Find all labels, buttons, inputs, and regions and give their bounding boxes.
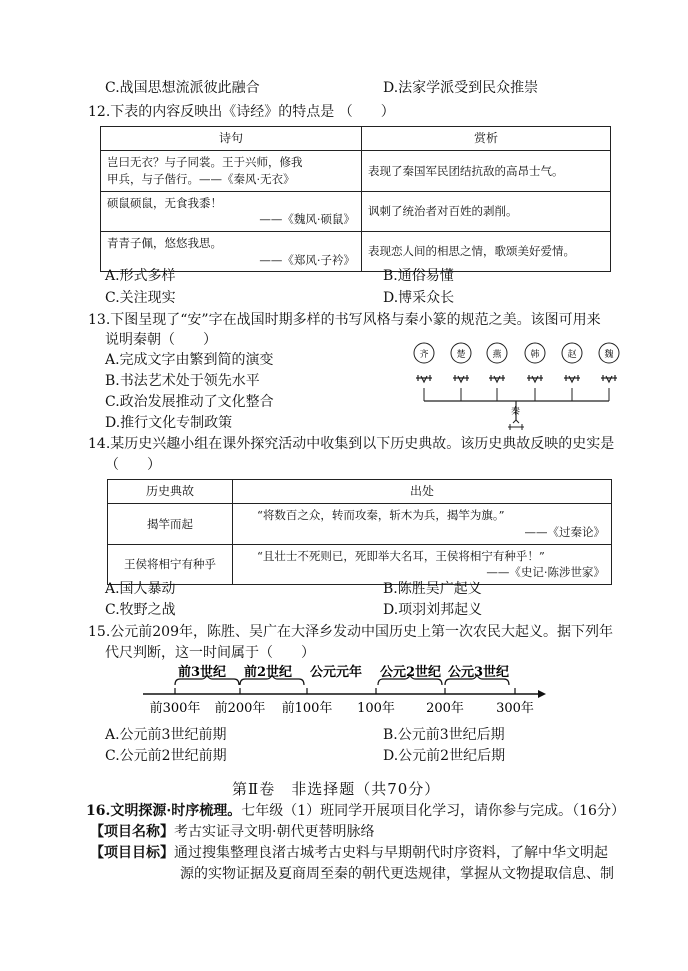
q13-stem: 13.下图呈现了“安”字在战国时期多样的书写风格与秦小篆的规范之美。该图可用来 xyxy=(88,312,601,328)
q15-option-a: A.公元前3世纪前期 xyxy=(105,727,227,743)
table-row xyxy=(108,504,612,544)
q12-table xyxy=(100,126,611,272)
q12-option-d: D.博采众长 xyxy=(383,290,455,306)
quote-line: “且壮士不死则已，死即举大名耳，王侯将相宁有种乎！” xyxy=(257,548,545,563)
timeline-tick-label: 前100年 xyxy=(281,701,333,716)
timeline-tick-label: 前300年 xyxy=(149,701,201,716)
timeline-tick-label: 300年 xyxy=(496,701,534,716)
timeline-ruler xyxy=(140,660,555,720)
q13-option-b: B.书法艺术处于领先水平 xyxy=(105,373,260,389)
poem-line: 硕鼠硕鼠，无食我黍！ xyxy=(107,195,222,210)
q12-option-a: A.形式多样 xyxy=(105,268,176,284)
q16-project-name xyxy=(90,822,374,842)
quote-source: ——《史记·陈涉世家》 xyxy=(486,565,605,580)
poem-line: 岂曰无衣？与子同裳。王于兴师，修我 xyxy=(107,155,303,170)
timeline-tick-label: 200年 xyxy=(426,701,464,716)
an-character-diagram xyxy=(405,340,625,440)
q16-project-goal-cont: 源的实物证据及夏商周至秦的朝代更迭规律，掌握从文物提取信息、制 xyxy=(180,866,614,882)
label-bc2: 前2世纪 xyxy=(244,665,293,680)
poem-source: ——《魏风·硕鼠》 xyxy=(259,212,355,227)
an-glyph xyxy=(416,375,432,382)
q16-heading-rest: 七年级（1）班同学开展项目化学习，请你参与完成。（16分） xyxy=(241,803,625,819)
quote-source: ——《过秦论》 xyxy=(524,525,605,540)
part2-title: 第Ⅱ卷 非选择题（共70分） xyxy=(232,780,441,798)
q13-option-d: D.推行文化专制政策 xyxy=(105,415,233,431)
q12-stem: 12.下表的内容反映出《诗经》的特点是 （ ） xyxy=(88,104,395,120)
arrow-icon xyxy=(538,690,546,698)
q16-heading-bold: 16.文明探源·时序梳理。 xyxy=(86,803,242,819)
label-ad2: 公元2世纪 xyxy=(380,665,442,680)
table-row xyxy=(108,544,612,584)
state-label: 楚 xyxy=(456,350,466,360)
q14-stem-cont: （ ） xyxy=(105,457,161,473)
q11-option-d: D.法家学派受到民众推崇 xyxy=(383,80,539,96)
q15-option-d: D.公元前2世纪后期 xyxy=(383,748,506,764)
q12-header-comment: 赏析 xyxy=(362,127,611,151)
q14-option-d: D.项羽刘邦起义 xyxy=(383,602,483,618)
q14-header-source: 出处 xyxy=(233,480,612,504)
q16-heading xyxy=(86,801,625,821)
table-row xyxy=(101,191,611,231)
q14-option-b: B.陈胜吴广起义 xyxy=(383,581,482,597)
qin-an-glyph xyxy=(508,420,524,430)
q12-header-poem: 诗句 xyxy=(101,127,362,151)
state-label: 魏 xyxy=(604,350,614,360)
q15-option-b: B.公元前3世纪后期 xyxy=(383,727,505,743)
an-glyph xyxy=(453,375,469,382)
comment-cell: 表现恋人间的相思之情，歌颂美好爱情。 xyxy=(362,232,611,272)
project-name-label: 【项目名称】 xyxy=(90,824,174,840)
timeline-tick-label: 100年 xyxy=(357,701,395,716)
an-glyph xyxy=(489,375,505,382)
story-cell: 揭竿而起 xyxy=(108,504,233,544)
q13-stem-cont: 说明秦朝（ ） xyxy=(105,332,217,348)
timeline-tick-label: 前200年 xyxy=(214,701,266,716)
comment-cell: 讽刺了统治者对百姓的剥削。 xyxy=(362,191,611,231)
q14-table xyxy=(107,479,612,585)
q11-option-c: C.战国思想流派彼此融合 xyxy=(105,80,260,96)
an-glyph xyxy=(601,375,617,382)
an-glyph xyxy=(564,375,580,382)
an-glyph xyxy=(527,375,543,382)
q15-stem: 15.公元前209年，陈胜、吴广在大泽乡发动中国历史上第一次农民大起义。据下列年 xyxy=(88,624,613,640)
quote-line: “将数百之众，转而攻秦，斩木为兵，揭竿为旗。” xyxy=(257,508,505,523)
q14-option-a: A.国人暴动 xyxy=(105,581,176,597)
project-goal-text: 通过搜集整理良渚古城考古史料与早期朝代时序资料，了解中华文明起 xyxy=(174,845,608,861)
story-cell: 王侯将相宁有种乎 xyxy=(108,544,233,584)
poem-line: 甲兵，与子偕行。——《秦风·无衣》 xyxy=(107,172,295,187)
project-goal-label: 【项目目标】 xyxy=(90,845,174,861)
state-label: 齐 xyxy=(419,350,429,360)
label-bc3: 前3世纪 xyxy=(178,665,227,680)
q15-stem-cont: 代尺判断，这一时间属于（ ） xyxy=(105,645,315,661)
project-name-text: 考古实证寻文明·朝代更替明脉络 xyxy=(174,824,375,840)
poem-line: 青青子佩，悠悠我思。 xyxy=(107,236,222,251)
poem-source: ——《郑风·子衿》 xyxy=(259,252,355,267)
qin-label: 秦 xyxy=(511,407,521,417)
state-label: 赵 xyxy=(567,350,577,360)
label-ad3: 公元3世纪 xyxy=(448,665,510,680)
table-row xyxy=(101,151,611,191)
q14-option-c: C.牧野之战 xyxy=(105,602,176,618)
comment-cell: 表现了秦国军民团结抗敌的高昂士气。 xyxy=(362,151,611,191)
state-label: 韩 xyxy=(530,350,540,360)
q13-option-c: C.政治发展推动了文化整合 xyxy=(105,394,274,410)
q12-option-b: B.通俗易懂 xyxy=(383,268,454,284)
q13-option-a: A.完成文字由繁到简的演变 xyxy=(105,352,274,368)
q15-option-c: C.公元前2世纪前期 xyxy=(105,748,227,764)
q14-stem: 14.某历史兴趣小组在课外探究活动中收集到以下历史典故。该历史典故反映的史实是 xyxy=(88,436,615,452)
q16-project-goal xyxy=(90,843,608,863)
table-row xyxy=(101,232,611,272)
q14-header-story: 历史典故 xyxy=(108,480,233,504)
label-ad1: 公元元年 xyxy=(310,665,363,680)
q12-option-c: C.关注现实 xyxy=(105,290,176,306)
state-label: 燕 xyxy=(492,350,502,360)
